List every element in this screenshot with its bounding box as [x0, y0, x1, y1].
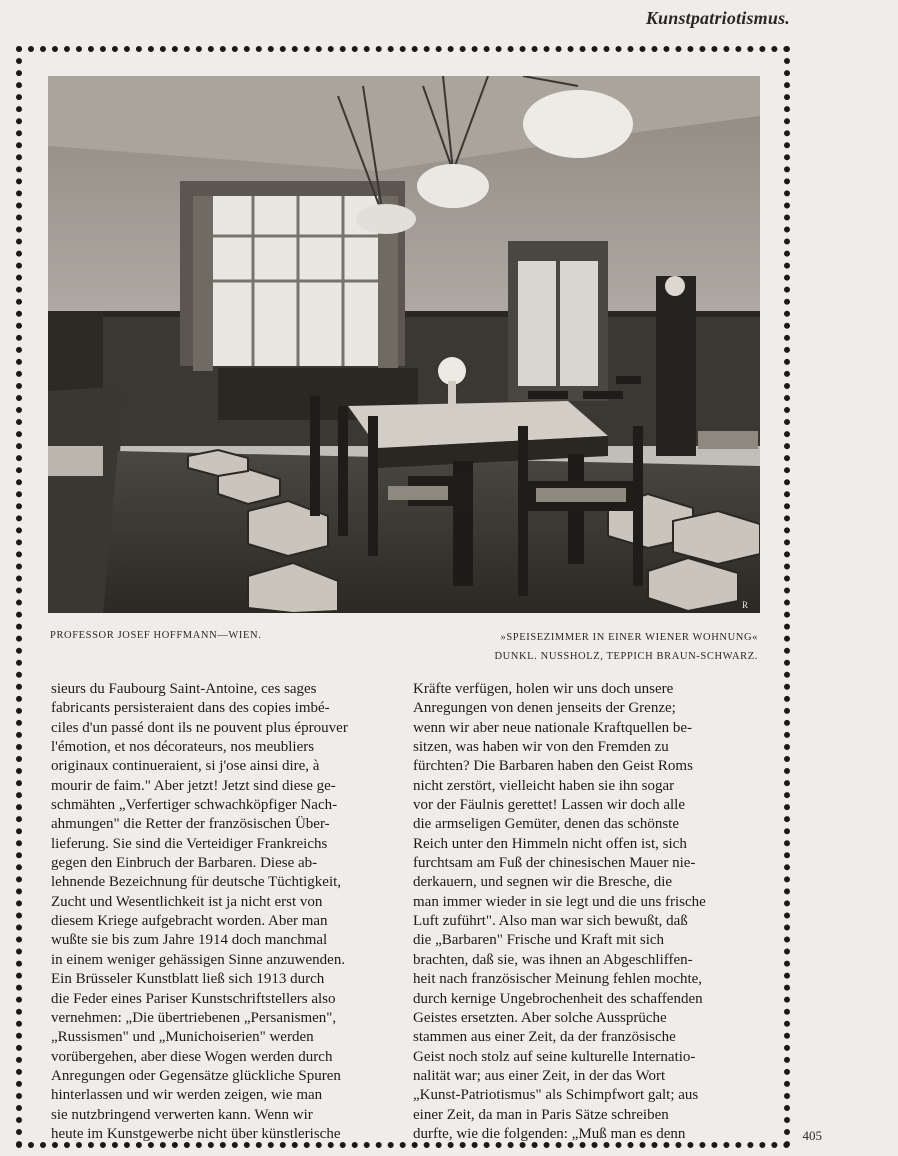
text-line: Geist noch stolz auf seine kulturelle Internatio- — [413, 1048, 696, 1065]
text-line: wenn wir aber neue nationale Kraftquellen be- — [413, 719, 693, 736]
text-line: „Kunst-Patriotismus" als Schimpfwort galt; aus — [413, 1087, 699, 1104]
text-line: durch kernige Ungebrochenheit des schaffenden — [413, 990, 703, 1007]
text-line: gegen den Einbruch der Barbaren. Diese ab- — [51, 855, 318, 872]
text-line: fürchten? Die Barbaren haben den Geist Roms — [413, 758, 693, 775]
text-line: sie nutzbringend verwerten kann. Wenn wir — [51, 1106, 313, 1123]
photo-caption-title-line: »SPEISEZIMMER IN EINER WIENER WOHNUNG« — [500, 632, 758, 643]
text-line: in einem weniger gehässigen Sinne anzuwenden. — [51, 951, 346, 968]
photo-caption-title — [494, 630, 758, 669]
body-text-left-column — [51, 680, 396, 1144]
text-line: Reich unter den Himmeln nicht offen ist, sich — [413, 835, 687, 852]
text-line: furchtsam am Fuß der chinesischen Mauer nie- — [413, 855, 696, 872]
photo-caption-material-line: DUNKL. NUSSHOLZ, TEPPICH BRAUN-SCHWARZ. — [494, 651, 758, 663]
text-line: vor der Fäulnis gerettet! Lassen wir doch alle — [413, 797, 685, 814]
text-line: Anregungen oder Gegensätze glückliche Spuren — [51, 1067, 341, 1084]
text-line: die armseligen Gemüter, denen das schönste — [413, 816, 679, 833]
text-line: lehnende Bezeichnung für deutsche Tüchtigkeit, — [51, 874, 342, 891]
page-number: 405 — [802, 1128, 822, 1143]
text-line: fabricants persisteraient dans des copies imbé- — [51, 700, 330, 717]
text-line: man immer wieder in sie legt und die uns frische — [413, 893, 706, 910]
text-line: durfte, wie die folgenden: „Muß man es denn — [413, 1125, 686, 1142]
dining-room-photograph — [48, 76, 760, 613]
text-line: vorübergehen, aber diese Wogen werden durch — [51, 1048, 333, 1065]
text-line: Geistes ersetzten. Aber solche Aussprüche — [413, 1009, 667, 1026]
text-line: mourir de faim." Aber jetzt! Jetzt sind diese ge- — [51, 777, 336, 794]
text-line: derkauern, und segnen wir die Bresche, die — [413, 874, 673, 891]
photo-caption-author: PROFESSOR JOSEF HOFFMANN—WIEN. — [50, 630, 262, 641]
text-line: Ein Brüsseler Kunstblatt ließ sich 1913 durch — [51, 971, 325, 988]
text-line: die Feder eines Pariser Kunstschriftstellers also — [51, 990, 336, 1007]
text-line: l'émotion, et nos décorateurs, nos meubliers — [51, 739, 315, 756]
text-line: ciles d'un passé dont ils ne pouvent plus éprouver — [51, 719, 348, 736]
text-line: nalität war; aus einer Zeit, in der das Wort — [413, 1067, 666, 1084]
text-line: heute im Kunstgewerbe nicht über künstlerische — [51, 1125, 341, 1142]
photo-signature-mark: R — [741, 600, 748, 610]
text-line: nicht zerstört, vielleicht haben sie ihn sogar — [413, 777, 675, 794]
text-line: originaux continueraient, si j'ose ainsi dire, à — [51, 758, 320, 775]
text-line: diesem Kriege aufgebracht worden. Aber man — [51, 913, 328, 930]
text-line: wußte sie bis zum Jahre 1914 doch manchmal — [51, 932, 328, 949]
text-line: ahmungen" die Retter der französischen Über- — [51, 816, 330, 833]
text-line: Anregungen von denen jenseits der Grenze; — [413, 700, 676, 717]
text-line: hinterlassen und wir werden zeigen, wie man — [51, 1087, 323, 1104]
text-line: schmähten „Verfertiger schwachköpfiger Nach- — [51, 797, 338, 814]
text-line: Kräfte verfügen, holen wir uns doch unsere — [413, 681, 674, 697]
text-line: Zucht und Wesentlichkeit ist ja nicht erst von — [51, 893, 323, 910]
body-text-right-column — [413, 680, 758, 1144]
text-line: lieferung. Sie sind die Verteidiger Frankreichs — [51, 835, 328, 852]
running-title: Kunstpatriotismus. — [645, 8, 790, 28]
text-line: die „Barbaren" Frische und Kraft mit sich — [413, 932, 665, 949]
text-line: einer Zeit, da man in Paris Sätze schreiben — [413, 1106, 669, 1123]
text-line: vernehmen: „Die übertriebenen „Persanismen", — [51, 1009, 337, 1026]
text-line: stammen aus einer Zeit, da der französische — [413, 1029, 676, 1046]
text-line: „Russismen" und „Munichoiserien" werden — [51, 1029, 314, 1046]
text-line: Luft zuführt". Also man war sich bewußt, daß — [413, 913, 688, 930]
text-line: brachten, daß sie, was ihnen an Abgeschliffen- — [413, 951, 693, 968]
text-line: sieurs du Faubourg Saint-Antoine, ces sages — [51, 681, 317, 697]
text-line: heit nach französischer Meinung fehlen mochte, — [413, 971, 703, 988]
text-line: sitzen, was haben wir von den Fremden zu — [413, 739, 669, 756]
